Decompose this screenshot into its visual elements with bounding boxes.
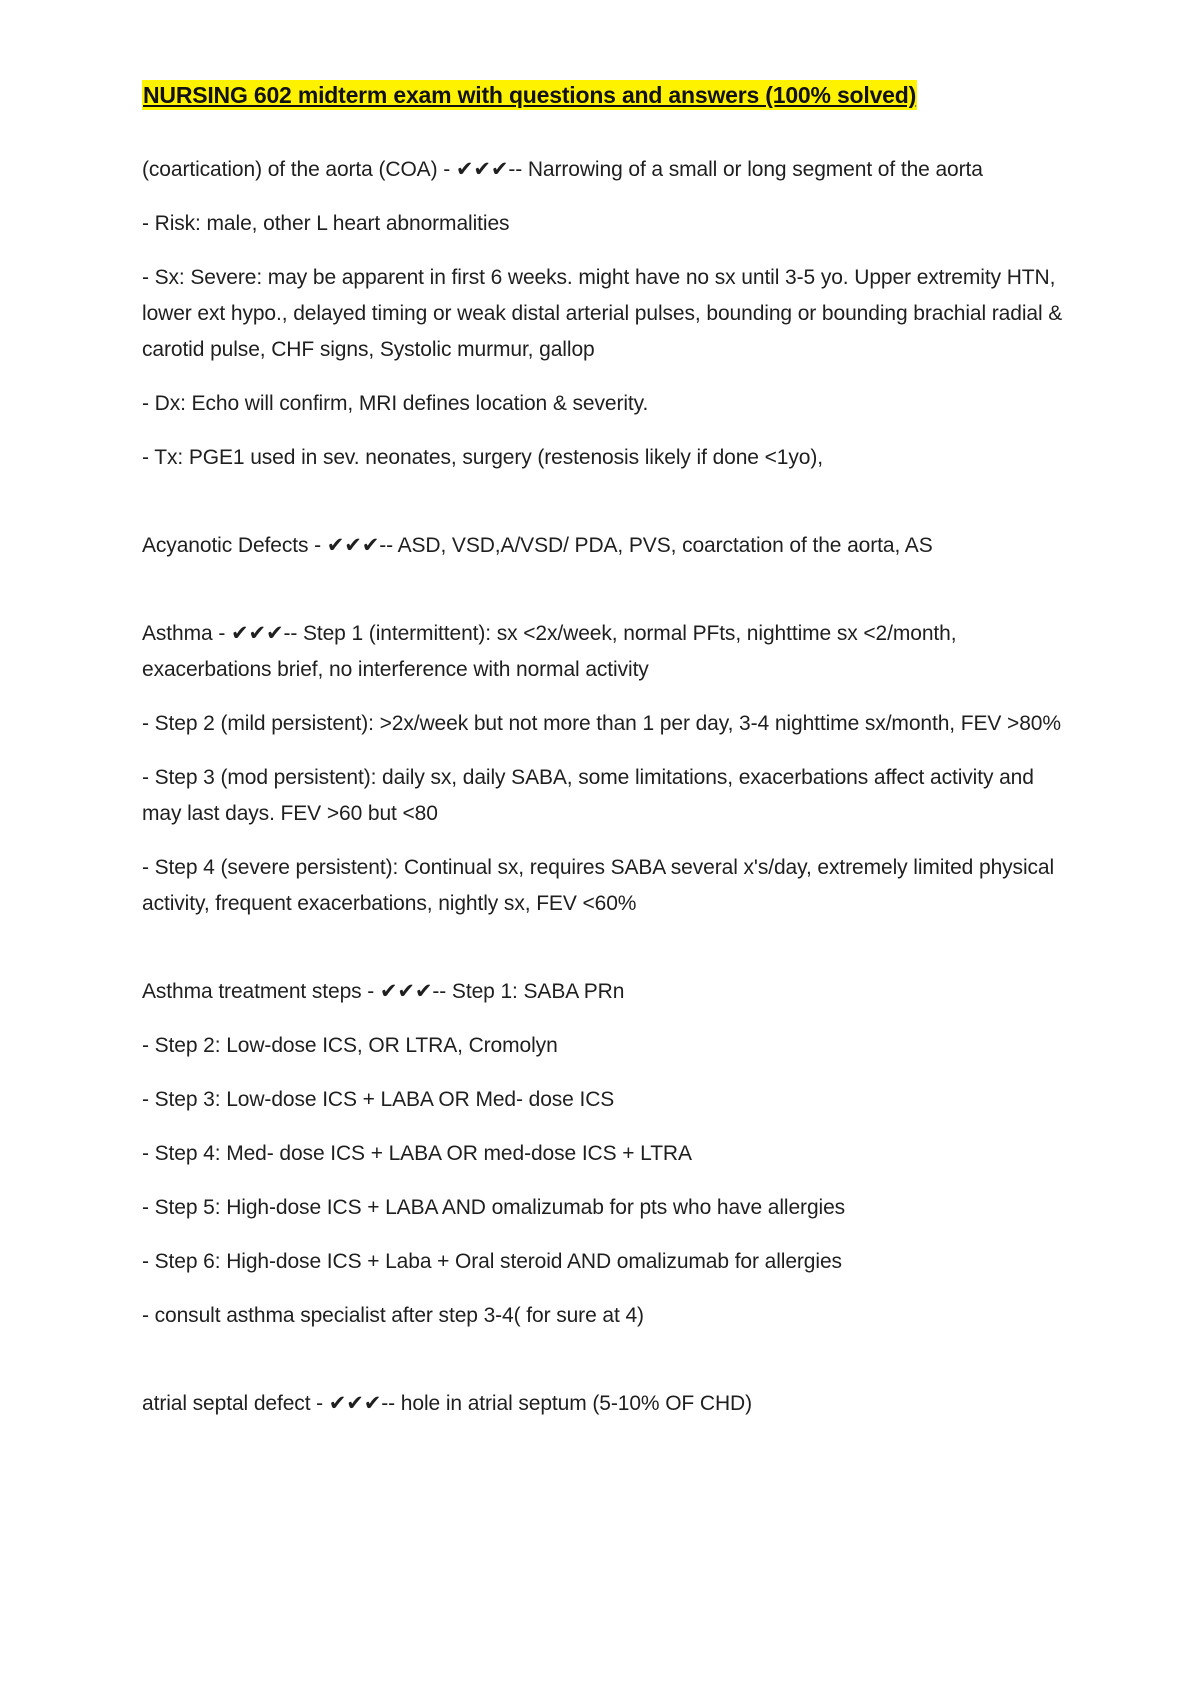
treatment-consult-note: - consult asthma specialist after step 3-4( for sure at 4) bbox=[142, 1304, 644, 1327]
coarctation-diagnosis: - Dx: Echo will confirm, MRI defines location & severity. bbox=[142, 392, 649, 415]
treatment-step-5: - Step 5: High-dose ICS + LABA AND omalizumab for pts who have allergies bbox=[142, 1196, 846, 1219]
entry-asthma-step-1: Asthma - ✔✔✔-- Step 1 (intermittent): sx <2x/week, normal PFts, nighttime sx <2/month, exacerbations brief, no interference with normal activity bbox=[142, 622, 957, 681]
asthma-step-3: - Step 3 (mod persistent): daily sx, daily SABA, some limitations, exacerbations affect activity and may last days. FEV >60 but <80 bbox=[142, 766, 1034, 825]
treatment-step-2: - Step 2: Low-dose ICS, OR LTRA, Cromolyn bbox=[142, 1034, 558, 1057]
title-block bbox=[142, 80, 1072, 112]
treatment-step-3: - Step 3: Low-dose ICS + LABA OR Med- dose ICS bbox=[142, 1088, 615, 1111]
document-body bbox=[142, 80, 1072, 1440]
entry-acyanotic-defects: Acyanotic Defects - ✔✔✔-- ASD, VSD,A/VSD/ PDA, PVS, coarctation of the aorta, AS bbox=[142, 534, 933, 557]
entry-asthma-treatment-step-1: Asthma treatment steps - ✔✔✔-- Step 1: SABA PRn bbox=[142, 980, 625, 1003]
treatment-step-6: - Step 6: High-dose ICS + Laba + Oral steroid AND omalizumab for allergies bbox=[142, 1250, 842, 1273]
treatment-step-4: - Step 4: Med- dose ICS + LABA OR med-dose ICS + LTRA bbox=[142, 1142, 692, 1165]
coarctation-risk: - Risk: male, other L heart abnormalities bbox=[142, 212, 510, 235]
entry-coarctation-definition: (coartication) of the aorta (COA) - ✔✔✔-- Narrowing of a small or long segment of the aorta bbox=[142, 158, 983, 181]
entry-atrial-septal-defect: atrial septal defect - ✔✔✔-- hole in atrial septum (5-10% OF CHD) bbox=[142, 1392, 752, 1415]
coarctation-symptoms: - Sx: Severe: may be apparent in first 6 weeks. might have no sx until 3-5 yo. Upper extremity HTN, lower ext hypo., delayed timing or weak distal arterial pulses, bounding or bounding brachial radial & carotid pulse, CHF signs, Systolic murmur, gallop bbox=[142, 266, 1063, 361]
asthma-step-4: - Step 4 (severe persistent): Continual sx, requires SABA several x's/day, extremely limited physical activity, frequent exacerbations, nightly sx, FEV <60% bbox=[142, 856, 1055, 915]
asthma-step-2: - Step 2 (mild persistent): >2x/week but not more than 1 per day, 3-4 nighttime sx/month, FEV >80% bbox=[142, 712, 1061, 735]
document-title: NURSING 602 midterm exam with questions and answers (100% solved) bbox=[143, 82, 917, 108]
coarctation-treatment: - Tx: PGE1 used in sev. neonates, surgery (restenosis likely if done <1yo), bbox=[142, 446, 823, 469]
